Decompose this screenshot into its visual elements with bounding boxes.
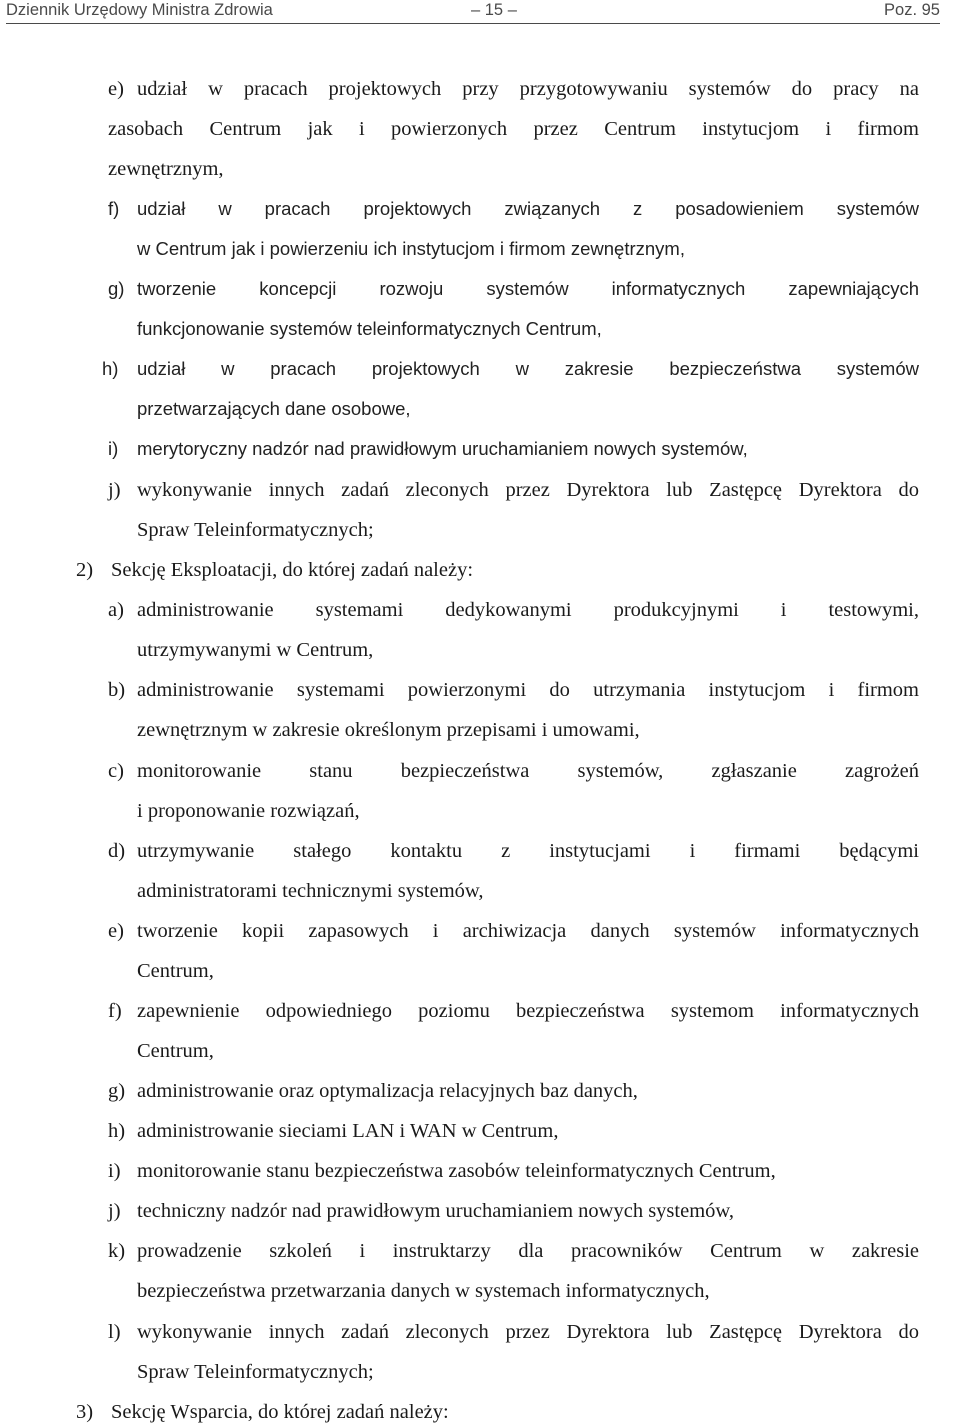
list-item-label: g) <box>108 1080 126 1102</box>
list-item-line: udział w pracach projektowych przy przygotowywaniu systemów do pracy na <box>137 78 919 100</box>
list-item-label: e) <box>108 920 124 942</box>
list-item-line: tworzenie koncepcji rozwoju systemów informatycznych zapewniających <box>137 278 919 299</box>
list-item-line: utrzymywanymi w Centrum, <box>137 639 374 661</box>
page-header <box>6 0 940 26</box>
journal-title: Dziennik Urzędowy Ministra Zdrowia <box>6 1 273 19</box>
list-item-line: monitorowanie stanu bezpieczeństwa zasobów teleinformatycznych Centrum, <box>137 1160 776 1182</box>
list-item-line: wykonywanie innych zadań zleconych przez Dyrektora lub Zastępcę Dyrektora do <box>137 1321 919 1343</box>
page-number: – 15 – <box>471 1 517 19</box>
list-item-line: zewnętrznym, <box>108 158 224 180</box>
list-item-line: merytoryczny nadzór nad prawidłowym uruchamianiem nowych systemów, <box>137 438 748 459</box>
list-item-line: administrowanie systemami powierzonymi do utrzymania instytucjom i firmom <box>137 679 919 701</box>
list-item-line: techniczny nadzór nad prawidłowym uruchamianiem nowych systemów, <box>137 1200 734 1222</box>
list-item-line: prowadzenie szkoleń i instruktarzy dla pracowników Centrum w zakresie <box>137 1240 919 1262</box>
list-item-line: Centrum, <box>137 1040 214 1062</box>
list-item-line: wykonywanie innych zadań zleconych przez Dyrektora lub Zastępcę Dyrektora do <box>137 479 919 501</box>
section-heading: Sekcję Wsparcia, do której zadań należy: <box>111 1401 449 1423</box>
list-item-line: udział w pracach projektowych w zakresie bezpieczeństwa systemów <box>137 358 919 379</box>
list-item-line: tworzenie kopii zapasowych i archiwizacja danych systemów informatycznych <box>137 920 919 942</box>
list-item-line: w Centrum jak i powierzeniu ich instytucjom i firmom zewnętrznym, <box>137 238 685 259</box>
list-item-line: i proponowanie rozwiązań, <box>137 800 360 822</box>
list-item-label: b) <box>108 679 126 701</box>
list-item-label: c) <box>108 760 124 782</box>
list-item-label: k) <box>108 1240 126 1262</box>
list-item-line: funkcjonowanie systemów teleinformatycznych Centrum, <box>137 318 602 339</box>
list-item-label: g) <box>108 278 125 299</box>
section-label: 3) <box>76 1401 94 1423</box>
list-item-line: monitorowanie stanu bezpieczeństwa systemów, zgłaszanie zagrożeń <box>137 760 919 782</box>
list-item-label: h) <box>102 358 119 379</box>
list-item-line: bezpieczeństwa przetwarzania danych w systemach informatycznych, <box>137 1280 710 1302</box>
list-item-label: e) <box>108 78 124 100</box>
header-rule <box>6 23 940 24</box>
list-item-line: administrowanie oraz optymalizacja relacyjnych baz danych, <box>137 1080 638 1102</box>
list-item-line: Spraw Teleinformatycznych; <box>137 519 374 541</box>
list-item-line: Spraw Teleinformatycznych; <box>137 1361 374 1383</box>
list-item-line: administrowanie systemami dedykowanymi produkcyjnymi i testowymi, <box>137 599 919 621</box>
list-item-line: przetwarzających dane osobowe, <box>137 398 411 419</box>
list-item-label: l) <box>108 1321 121 1343</box>
list-item-line: administratorami technicznymi systemów, <box>137 880 484 902</box>
position-number: Poz. 95 <box>884 1 940 19</box>
list-item-line: zapewnienie odpowiedniego poziomu bezpieczeństwa systemom informatycznych <box>137 1000 919 1022</box>
list-item-label: i) <box>108 1160 121 1182</box>
list-item-line: utrzymywanie stałego kontaktu z instytucjami i firmami będącymi <box>137 840 919 862</box>
list-item-label: a) <box>108 599 124 621</box>
list-item-line: zewnętrznym w zakresie określonym przepisami i umowami, <box>137 719 640 741</box>
list-item-label: i) <box>108 438 119 459</box>
section-label: 2) <box>76 559 94 581</box>
list-item-line: Centrum, <box>137 960 214 982</box>
list-item-line: udział w pracach projektowych związanych z posadowieniem systemów <box>137 198 919 219</box>
list-item-label: j) <box>108 479 121 501</box>
list-item-line: zasobach Centrum jak i powierzonych przez Centrum instytucjom i firmom <box>108 118 919 140</box>
list-item-label: d) <box>108 840 126 862</box>
list-item-line: administrowanie sieciami LAN i WAN w Centrum, <box>137 1120 559 1142</box>
list-item-label: f) <box>108 198 120 219</box>
list-item-label: f) <box>108 1000 122 1022</box>
list-item-label: j) <box>108 1200 121 1222</box>
list-item-label: h) <box>108 1120 126 1142</box>
section-heading: Sekcję Eksploatacji, do której zadań należy: <box>111 559 474 581</box>
